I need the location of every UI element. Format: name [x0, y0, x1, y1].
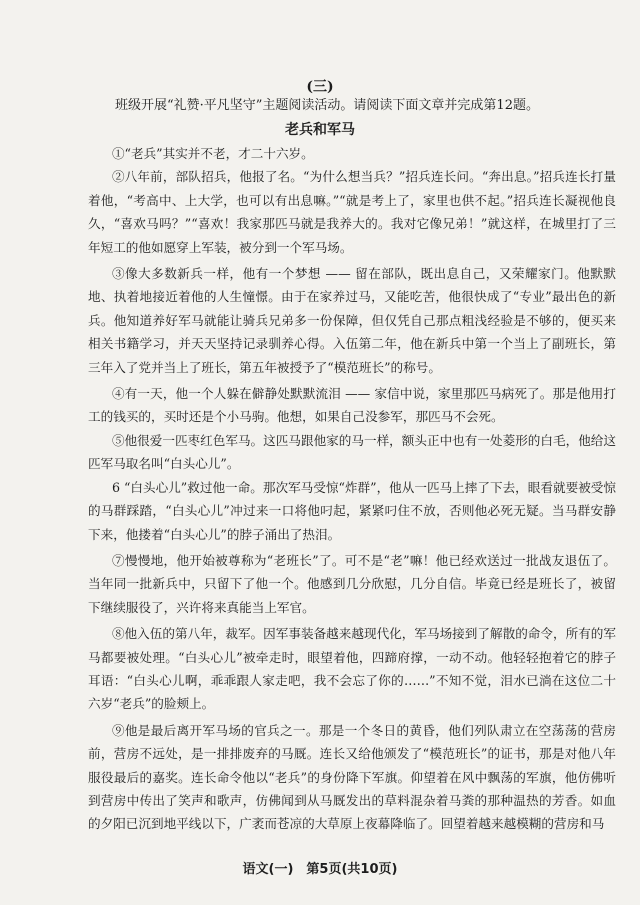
- paragraph-9: ⑨他是最后离开军马场的官兵之一。那是一个冬日的黄昏，他们列队肃立在空荡荡的营房前，营房不远处，是一排排废弃的马厩。连长又给他颁发了“模范班长”的证书，那是对他八年服役最后的嘉奖。连长命令他以“老兵”的身份降下军旗。仰望着在风中飘荡的军旗，他仿佛听到营房中传出了笑声和歌声，仿佛闻到从马厩发出的草料混杂着马粪的那种温热的芳香。如血的夕阳已沉到地平线以下，广袤而苍凉的大草原上夜幕降临了。回望着越来越模糊的营房和马: [88, 722, 616, 832]
- paragraph-1: ①“老兵”其实并不老，才二十六岁。: [111, 146, 314, 161]
- paragraph-7: ⑦慢慢地，他开始被尊称为“老班长”了。可不是“老”嘛！他已经欢送过一批战友退伍了。当年同一批新兵中，只留下了他一个。他感到几分欣慰，几分自信。毕竟已经是班长了，被留下继续服役了，兴许将来真能当上军官。: [88, 552, 616, 615]
- section-heading: (三): [306, 79, 334, 95]
- activity-intro: 班级开展“礼赞·平凡坚守”主题阅读活动。请阅读下面文章并完成第12题。: [115, 98, 539, 113]
- article-title: 老兵和军马: [285, 122, 355, 138]
- paragraph-5: ⑤他很爱一匹枣红色军马。这匹马跟他家的马一样，额头正中也有一处菱形的白毛，他给这匹军马取名叫“白头心儿”。: [88, 432, 616, 472]
- page-footer: 语文(一) 第5页(共10页): [242, 862, 398, 877]
- paragraph-4: ④有一天，他一个人躲在僻静处默默流泪 —— 家信中说，家里那匹马病死了。那是他用打工的钱买的，买时还是个小马驹。他想，如果自己没参军，那匹马不会死。: [88, 386, 616, 425]
- paragraph-6: 6 “白头心儿”救过他一命。那次军马受惊“炸群”，他从一匹马上摔了下去，眼看就要被受惊的马群踩踏，“白头心儿”冲过来一口将他叼起，紧紧叼住不放，否则他必死无疑。当马群安静下来，他搂着“白头心儿”的脖子涌出了热泪。: [88, 479, 616, 542]
- paragraph-2: ②八年前，部队招兵，他报了名。“为什么想当兵？”招兵连长问。“奔出息。”招兵连长打量着他，“考高中、上大学，也可以有出息嘛。”“就是考上了，家里也供不起。”招兵连长凝视他良久，“喜欢马吗？”“喜欢！我家那匹马就是我养大的。我对它像兄弟！”就这样，在城里打了三年短工的他如愿穿上军装，被分到一个军马场。: [88, 169, 616, 255]
- article-body: [88, 142, 616, 836]
- paragraph-8: ⑧他入伍的第八年，裁军。因军事装备越来越现代化，军马场接到了解散的命令，所有的军马都要被处理。“白头心儿”被牵走时，眼望着他，四蹄府撑，一动不动。他轻轻抱着它的脖子耳语：“白头心儿啊，乖乖跟人家走吧，我不会忘了你的……”不知不觉，泪水已淌在这位二十六岁“老兵”的脸颊上。: [88, 626, 616, 712]
- paragraph-3: ③像大多数新兵一样，他有一个梦想 —— 留在部队，既出息自己，又荣耀家门。他默默地、执着地接近着他的人生憧憬。由于在家养过马，又能吃苦，他很快成了“专业”最出色的新兵。他知道养好军马就能让骑兵兄弟多一份保障，但仅凭自己那点粗浅经验是不够的，便买来相关书籍学习，并天天坚持记录驯养心得。入伍第二年，他在新兵中第一个当上了副班长，第三年入了党并当上了班长，第五年被授予了“模范班长”的称号。: [88, 266, 616, 375]
